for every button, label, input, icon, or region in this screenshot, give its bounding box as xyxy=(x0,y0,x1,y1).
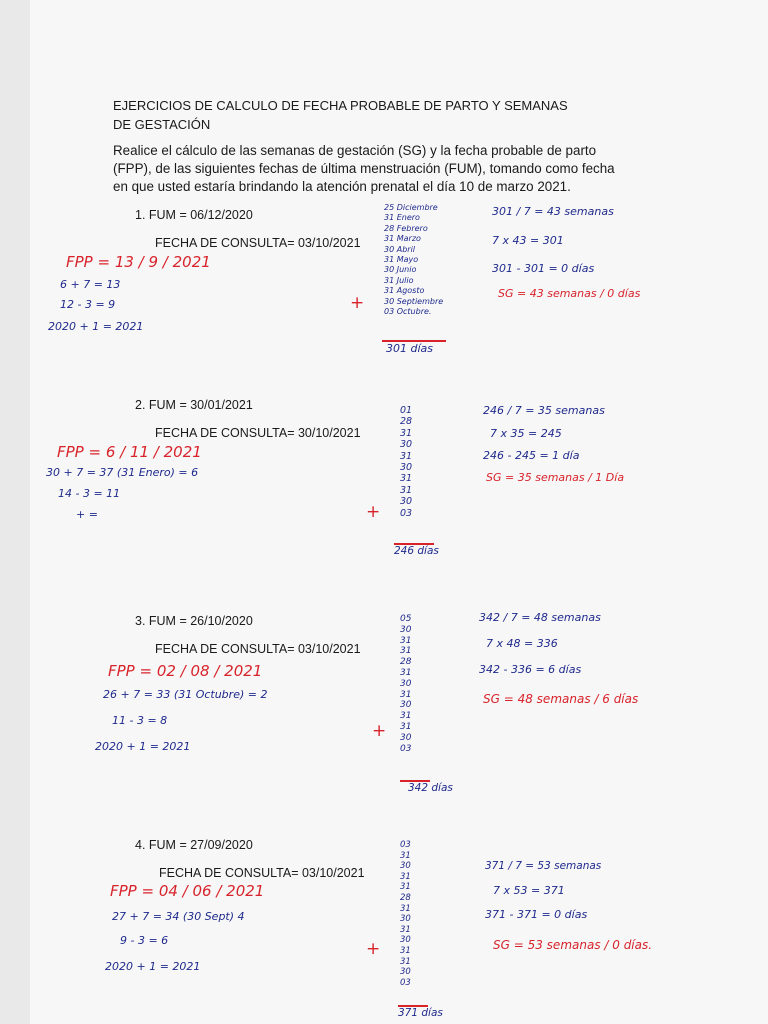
exercise-2-days-column xyxy=(400,405,412,519)
exercise-4-days-column xyxy=(400,840,411,988)
exercise-3-fum: 3. FUM = 26/10/2020 xyxy=(135,614,253,628)
plus-sign: + xyxy=(372,721,387,741)
day-entry: 31 xyxy=(400,945,411,956)
day-entry: 30 xyxy=(400,624,412,635)
exercise-1-step-3: 2020 + 1 = 2021 xyxy=(48,320,144,333)
day-entry: 05 xyxy=(400,614,412,624)
day-entry: 30 Junio xyxy=(384,265,417,275)
page-title: EJERCICIOS DE CALCULO DE FECHA PROBABLE DE PARTO Y SEMANAS DE GESTACIÓN xyxy=(113,98,568,132)
exercise-4-fum: 4. FUM = 27/09/2020 xyxy=(135,838,253,852)
exercise-1-calc-2: 7 x 43 = 301 xyxy=(492,234,564,247)
exercise-3-calc-3: 342 - 336 = 6 días xyxy=(479,663,582,676)
exercise-1-calc-3: 301 - 301 = 0 días xyxy=(492,262,595,275)
day-entry: 30 xyxy=(400,462,413,474)
day-entry: 30 xyxy=(400,861,411,872)
exercise-1-total: 301 días xyxy=(386,342,434,355)
day-entry: 01 xyxy=(400,405,413,416)
exercise-4-step-1: 27 + 7 = 34 (30 Sept) 4 xyxy=(112,910,245,923)
day-entry: 31 xyxy=(400,711,412,722)
exercise-4-calc-2: 7 x 53 = 371 xyxy=(493,884,565,897)
exercise-4-calc-1: 371 / 7 = 53 semanas xyxy=(485,860,602,872)
day-entry: 30 Septiembre xyxy=(384,296,444,306)
exercise-3-step-2: 11 - 3 = 8 xyxy=(112,714,168,727)
exercise-1-step-2: 12 - 3 = 9 xyxy=(60,298,116,311)
day-entry: 31 xyxy=(400,473,413,485)
day-entry: 28 xyxy=(400,416,413,428)
day-entry: 31 Agosto xyxy=(384,286,425,296)
plus-sign: + xyxy=(366,502,381,522)
exercise-2-sg: SG = 35 semanas / 1 Día xyxy=(486,471,625,484)
day-entry: 31 xyxy=(400,484,413,496)
day-entry: 30 xyxy=(400,700,412,711)
exercise-4-sg: SG = 53 semanas / 0 días. xyxy=(493,938,653,952)
exercise-4-consulta: FECHA DE CONSULTA= 03/10/2021 xyxy=(159,866,365,880)
exercise-4-fpp: FPP = 04 / 06 / 2021 xyxy=(110,882,265,900)
day-entry: 31 Enero xyxy=(384,213,420,223)
day-entry: 31 Mayo xyxy=(384,255,419,265)
day-entry: 31 xyxy=(400,924,411,935)
exercise-4-calc-3: 371 - 371 = 0 días xyxy=(485,908,588,921)
exercise-2-step-2: 14 - 3 = 11 xyxy=(58,487,121,500)
day-entry: 25 Diciembre xyxy=(384,203,438,212)
day-entry: 30 xyxy=(400,439,413,451)
day-entry: 31 xyxy=(400,689,412,700)
day-entry: 03 xyxy=(400,840,411,850)
exercise-1-fum: 1. FUM = 06/12/2020 xyxy=(135,208,253,222)
day-entry: 30 xyxy=(400,496,413,508)
day-entry: 31 xyxy=(400,450,413,462)
exercise-2-calc-3: 246 - 245 = 1 día xyxy=(483,449,580,462)
exercise-2-total: 246 días xyxy=(394,545,439,557)
exercise-2-calc-2: 7 x 35 = 245 xyxy=(490,427,562,440)
day-entry: 30 xyxy=(400,967,411,978)
plus-sign: + xyxy=(366,939,381,959)
exercise-2-step-3: + = xyxy=(76,508,98,521)
day-entry: 03 xyxy=(400,743,412,754)
day-entry: 31 xyxy=(400,956,411,967)
exercise-3-fpp: FPP = 02 / 08 / 2021 xyxy=(108,662,263,680)
day-entry: 03 xyxy=(400,507,413,519)
day-entry: 31 xyxy=(400,427,413,439)
day-entry: 31 Julio xyxy=(384,275,414,285)
exercise-3-sg: SG = 48 semanas / 6 días xyxy=(483,692,639,706)
day-entry: 30 xyxy=(400,914,411,925)
day-entry: 31 xyxy=(400,871,411,882)
day-entry: 31 Marzo xyxy=(384,234,421,244)
exercise-1-calc-1: 301 / 7 = 43 semanas xyxy=(492,205,614,218)
day-entry: 31 xyxy=(400,903,411,914)
exercise-1-step-1: 6 + 7 = 13 xyxy=(60,278,121,291)
day-entry: 30 xyxy=(400,732,412,743)
exercise-1-sg: SG = 43 semanas / 0 días xyxy=(498,287,641,300)
exercise-1-days-column xyxy=(384,203,443,317)
instructions-paragraph: Realice el cálculo de las semanas de gestación (SG) y la fecha probable de parto (FPP), de las siguientes fechas de última menstruación (FUM), tomando como fecha en que usted estaría brindando la atención prenatal el día 10 de marzo 2021. xyxy=(113,143,615,194)
exercise-3-step-1: 26 + 7 = 33 (31 Octubre) = 2 xyxy=(103,688,268,701)
day-entry: 30 Abril xyxy=(384,244,416,254)
exercise-4-step-3: 2020 + 1 = 2021 xyxy=(105,960,201,973)
exercise-3-calc-1: 342 / 7 = 48 semanas xyxy=(479,611,601,624)
day-entry: 03 xyxy=(400,977,411,988)
day-entry: 31 xyxy=(400,882,411,893)
exercise-3-calc-2: 7 x 48 = 336 xyxy=(486,637,558,650)
day-entry: 28 xyxy=(400,657,412,668)
exercise-2-fum: 2. FUM = 30/01/2021 xyxy=(135,398,253,412)
day-entry: 03 Octubre. xyxy=(384,307,432,317)
exercise-1-consulta: FECHA DE CONSULTA= 03/10/2021 xyxy=(155,236,361,250)
exercise-2-fpp: FPP = 6 / 11 / 2021 xyxy=(57,443,202,461)
exercise-4-step-2: 9 - 3 = 6 xyxy=(120,934,169,947)
exercise-4-total: 371 días xyxy=(398,1007,443,1019)
day-entry: 30 xyxy=(400,678,412,689)
day-entry: 31 xyxy=(400,721,412,732)
plus-sign: + xyxy=(350,293,365,313)
exercise-2-calc-1: 246 / 7 = 35 semanas xyxy=(483,404,605,417)
exercise-1-fpp: FPP = 13 / 9 / 2021 xyxy=(66,253,211,271)
day-entry: 28 xyxy=(400,892,411,903)
exercise-2-step-1: 30 + 7 = 37 (31 Enero) = 6 xyxy=(46,466,199,479)
day-entry: 31 xyxy=(400,850,411,861)
exercise-2-consulta: FECHA DE CONSULTA= 30/10/2021 xyxy=(155,426,361,440)
exercise-3-step-3: 2020 + 1 = 2021 xyxy=(95,740,191,753)
day-entry: 31 xyxy=(400,635,412,646)
day-entry: 30 xyxy=(400,935,411,946)
exercise-3-total: 342 días xyxy=(408,782,453,794)
day-entry: 31 xyxy=(400,646,412,657)
day-entry: 28 Febrero xyxy=(384,223,428,233)
exercise-3-consulta: FECHA DE CONSULTA= 03/10/2021 xyxy=(155,642,361,656)
exercise-3-days-column xyxy=(400,614,411,754)
day-entry: 31 xyxy=(400,667,412,678)
